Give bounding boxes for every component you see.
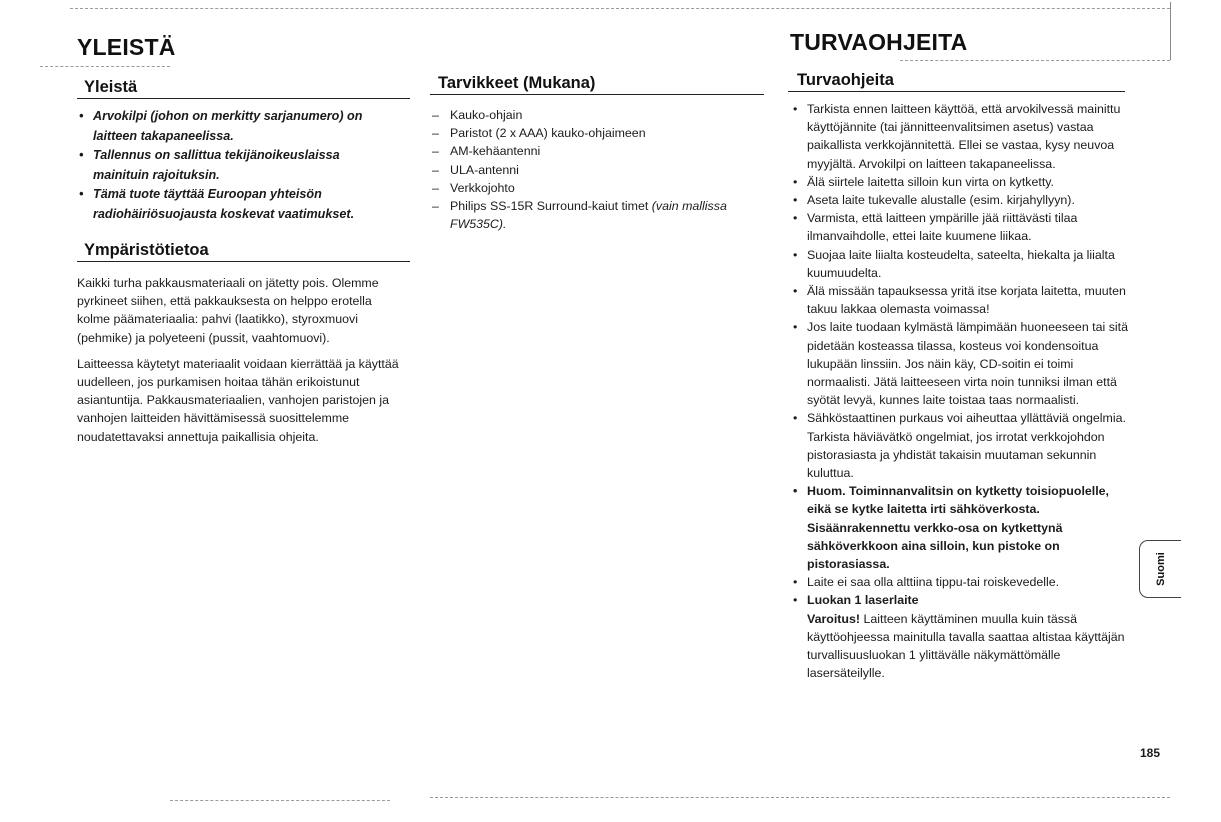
- scan-line-mid: [40, 66, 170, 67]
- yleista-list: [77, 107, 397, 225]
- list-item-huom: • Huom. Toiminnanvalitsin on kytketty toisiopuolelle, eikä se kytke laitetta irti sähköverkosta. Sisäänrakennettu verkko-osa on kytkettynä sähköverkkoon aina silloin, kun pistoke on pistorasiassa.: [791, 482, 1131, 573]
- ymparisto-body: [77, 274, 407, 446]
- section-heading-ymparisto: Ympäristötietoa: [77, 241, 410, 262]
- list-item: • Tarkista ennen laitteen käyttöä, että arvokilvessä mainittu käyttöjännite (tai jännitteenvalitsimen asetus) vastaa paikallista verkkojännitettä. Ellei se vastaa, kysy neuvoa myyjältä. Arvokilpi on laitteen takapaneelissa.: [791, 100, 1131, 173]
- list-item: – AM-kehäantenni: [430, 142, 748, 160]
- list-item: [430, 197, 748, 233]
- scan-line-top: [70, 8, 1170, 9]
- scan-edge-right: [1170, 2, 1171, 60]
- page-title-right: TURVAOHJEITA: [790, 29, 968, 55]
- paragraph: Laitteessa käytetyt materiaalit voidaan kierrättää ja käyttää uudelleen, jos purkamisen hoitaa tähän erikoistunut asiantuntija. Pakkausmateriaalien, vanhojen paristojen ja vanhojen laitteiden hävittämisessä suosittelemme noudatettavaksi annettuja paikallisia ohjeita.: [77, 356, 399, 444]
- scan-line-bottom-left: [170, 800, 390, 801]
- list-item-laser: [791, 591, 1131, 682]
- page-title-left: YLEISTÄ: [77, 34, 176, 60]
- scan-line-right: [900, 60, 1170, 61]
- language-tab-label: Suomi: [1154, 552, 1167, 586]
- list-item: • Tämä tuote täyttää Euroopan yhteisön radiohäiriösuojausta koskevat vaatimukset.: [77, 185, 397, 224]
- tarvikkeet-list: [430, 106, 748, 233]
- language-tab: [1139, 540, 1181, 598]
- section-heading-turva: Turvaohjeita: [788, 71, 1125, 92]
- list-item: • Tallennus on sallittua tekijänoikeuslaissa mainituin rajoituksin.: [77, 146, 397, 185]
- varoitus-label: Varoitus!: [807, 611, 861, 626]
- paragraph: Kaikki turha pakkausmateriaali on jätetty pois. Olemme pyrkineet siihen, että pakkauksesta on helppo erotella kolme päämateriaalia: pahvi (laatikko), styroxmuovi (pehmike) ja polyeteeni (pussit, vaahtomuovi).: [77, 276, 379, 345]
- turva-list: [791, 100, 1131, 683]
- list-item-note: (vain mallissa FW535C).: [450, 199, 727, 232]
- scan-line-bottom-right: [430, 797, 1170, 798]
- page-number: 185: [1140, 746, 1161, 760]
- list-item: • Varmista, että laitteen ympärille jää riittävästi tilaa ilmanvaihdolle, ettei laite kuumene liikaa.: [791, 209, 1131, 245]
- laser-title: Luokan 1 laserlaite: [807, 593, 919, 608]
- list-item: • Suojaa laite liialta kosteudelta, sateelta, hiekalta ja liialta kuumuudelta.: [791, 246, 1131, 282]
- list-item: • Älä missään tapauksessa yritä itse korjata laitetta, muuten takuu lakkaa olemasta voimassa!: [791, 282, 1131, 318]
- list-item: – Paristot (2 x AAA) kauko-ohjaimeen: [430, 124, 748, 142]
- section-heading-tarvikkeet: Tarvikkeet (Mukana): [430, 74, 764, 95]
- list-item-text: Philips SS-15R Surround-kaiut timet: [450, 199, 652, 214]
- list-item: • Aseta laite tukevalle alustalle (esim. kirjahyllyyn).: [791, 191, 1131, 209]
- section-heading-yleista: Yleistä: [77, 78, 410, 99]
- list-item: – Verkkojohto: [430, 179, 748, 197]
- list-item: – Kauko-ohjain: [430, 106, 748, 124]
- list-item: • Jos laite tuodaan kylmästä lämpimään huoneeseen tai sitä pidetään kosteassa tilassa, kosteus voi kondensoitua lukupään linssiin. Jos näin käy, CD-soitin ei toimi normaalisti. Jätä laitteeseen virta noin tunniksi ilman että syötät levyä, kunnes laite toistaa taas normaalisti.: [791, 318, 1131, 409]
- varoitus-text: Laitteen käyttäminen muulla kuin tässä käyttöohjeessa mainitulla tavalla saattaa altistaa käyttäjän turvallisuusluokan 1 ylittävälle näkymättömälle lasersäteilylle.: [807, 611, 1125, 681]
- list-item: • Arvokilpi (johon on merkitty sarjanumero) on laitteen takapaneelissa.: [77, 107, 397, 146]
- list-item: • Laite ei saa olla alttiina tippu-tai roiskevedelle.: [791, 573, 1131, 591]
- list-item: • Sähköstaattinen purkaus voi aiheuttaa yllättäviä ongelmia. Tarkista häviävätkö ongelmiat, jos irrotat verkkojohdon pistorasiasta ja yhdistät takaisin muutaman sekunnin kuluttua.: [791, 409, 1131, 482]
- list-item: – ULA-antenni: [430, 161, 748, 179]
- list-item: • Älä siirtele laitetta silloin kun virta on kytketty.: [791, 173, 1131, 191]
